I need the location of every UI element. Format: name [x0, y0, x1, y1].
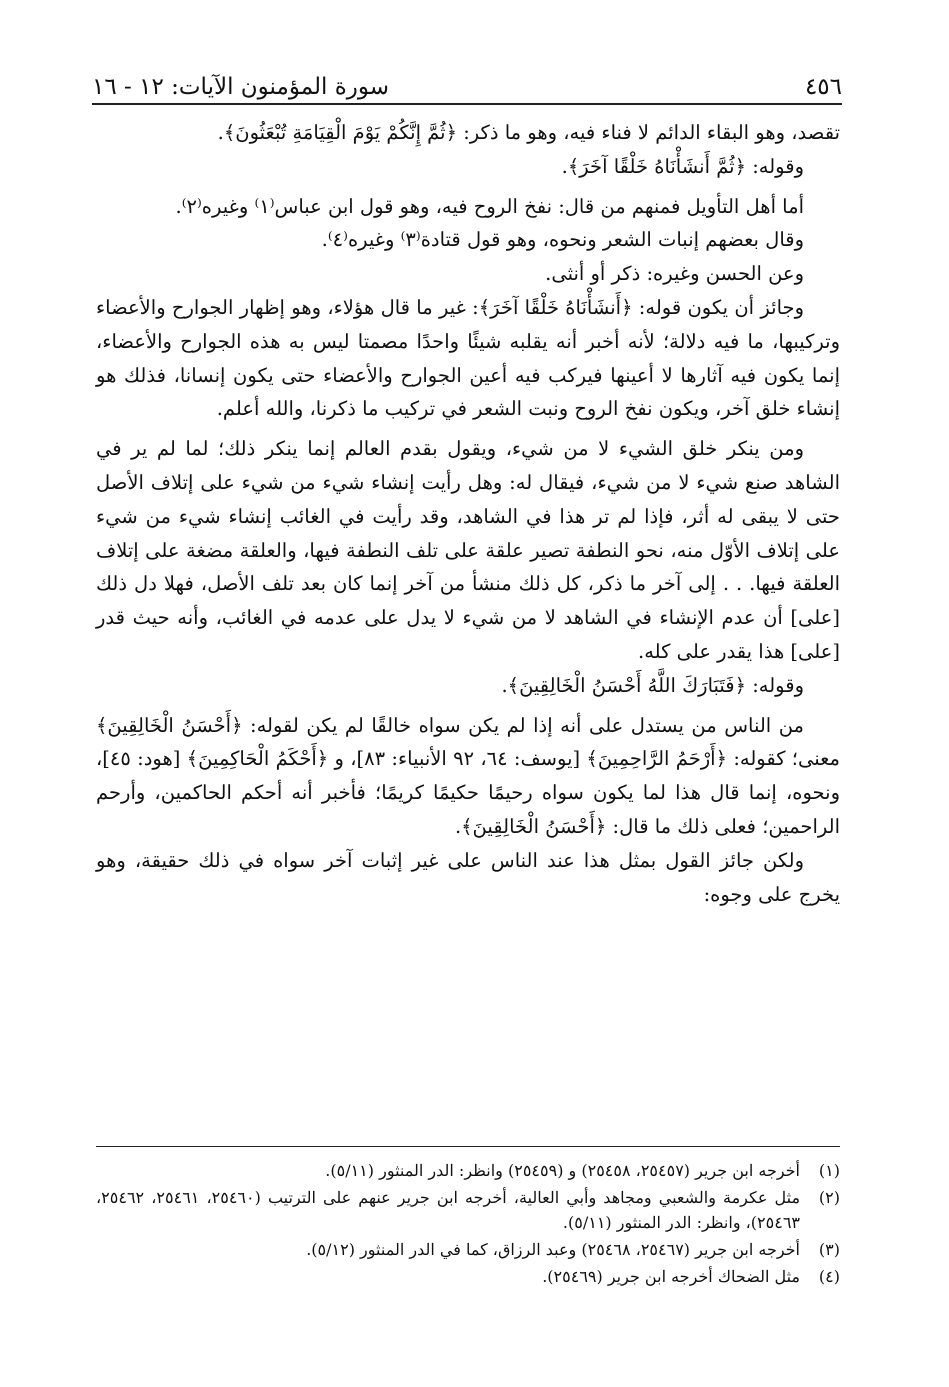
- main-text: [96, 116, 840, 911]
- paragraph: وعن الحسن وغيره: ذكر أو أنثى.: [545, 262, 804, 286]
- paragraph: أما أهل التأويل فمنهم من قال: نفخ الروح فيه، وهو قول ابن عباس⁽١⁾ وغيره⁽٢⁾.: [175, 194, 804, 218]
- paragraph: ومن ينكر خلق الشيء لا من شيء، ويقول بقدم العالم إنما ينكر ذلك؛ لما لم ير في الشاهد صنع شيء لا من شيء، فيقال له: وهل رأيت إنشاء شيء من شيء على إتلاف الأصل حتى لا يبقى له أثر، فإذا لم تر هذا في الشاهد، وقد رأيت في الغائب إنشاء شيء من شيء على إتلاف الأوّل منه، نحو النطفة تصير علقة على تلف النطفة فيها، والعلقة مضغة على إتلاف العلقة فيها. . . إلى آخر ما ذكر، كل ذلك منشأ من آخر إنما كان بعد تلف الأصل، فهلا دل ذلك [على] أن عدم الإنشاء في الشاهد لا من شيء لا يدل على عدمه في الغائب، وأنه حيث قدر [على] هذا يقدر على كله.: [96, 437, 840, 663]
- footnote-rule: [96, 1146, 840, 1147]
- page-header: [92, 58, 842, 100]
- footnote-text: مثل الضحاك أخرجه ابن جرير (٢٥٤٦٩).: [542, 1267, 800, 1286]
- page-number: ٤٥٦: [804, 74, 842, 100]
- paragraph: وقوله: ﴿ثُمَّ أَنشَأْنَاهُ خَلْقًا آخَرَ﴾.: [561, 154, 804, 178]
- header-rule: [92, 103, 842, 105]
- footnote: [96, 1264, 840, 1289]
- footnote: [96, 1158, 840, 1183]
- footnote-number: (٣): [818, 1240, 840, 1259]
- running-title: سورة المؤمنون الآيات: ١٢ - ١٦: [92, 74, 390, 100]
- footnote-number: (١): [818, 1161, 840, 1180]
- footnote: [96, 1185, 840, 1235]
- paragraph: وقال بعضهم إنبات الشعر ونحوه، وهو قول قتادة⁽٣⁾ وغيره⁽٤⁾.: [321, 228, 804, 252]
- paragraph: وجائز أن يكون قوله: ﴿أَنشَأْنَاهُ خَلْقًا آخَرَ﴾: غير ما قال هؤلاء، وهو إظهار الجوارح والأعضاء وتركيبها، ما فيه دلالة؛ لأنه أخبر أنه يقلبه شيئًا واحدًا مصمتا ليس به هذه الجوارح والأعضاء، إنما يكون فيه آثارها لا أعينها فيركب فيه أعين الجوارح والأعضاء حتى يكون إنسانا، فذلك هو إنشاء خلق آخر، ويكون نفخ الروح ونبت الشعر في تركيب ما ذكرنا، والله أعلم.: [96, 295, 840, 421]
- paragraph: تقصد، وهو البقاء الدائم لا فناء فيه، وهو ما ذكر: ﴿ثُمَّ إِنَّكُمْ يَوْمَ الْقِيَامَةِ تُبْعَثُونَ﴾.: [217, 121, 840, 144]
- footnote-text: أخرجه ابن جرير (٢٥٤٦٧، ٢٥٤٦٨) وعبد الرزاق، كما في الدر المنثور (٥/١٢).: [306, 1240, 800, 1259]
- footnote-text: أخرجه ابن جرير (٢٥٤٥٧، ٢٥٤٥٨) و (٢٥٤٥٩) وانظر: الدر المنثور (٥/١١).: [325, 1161, 800, 1180]
- footnotes: [96, 1158, 840, 1291]
- footnote-number: (٤): [818, 1267, 840, 1286]
- footnote: [96, 1237, 840, 1262]
- footnote-number: (٢): [818, 1188, 840, 1207]
- footnote-text: مثل عكرمة والشعبي ومجاهد وأبي العالية، أخرجه ابن جرير عنهم على الترتيب (٢٥٤٦٠، ٢٥٤٦١، ٢٥٤٦٢، ٢٥٤٦٣)، وانظر: الدر المنثور (٥/١١).: [96, 1188, 801, 1232]
- paragraph: ولكن جائز القول بمثل هذا عند الناس على غير إثبات آخر سواه في ذلك حقيقة، وهو يخرج على وجوه:: [96, 848, 840, 906]
- paragraph: من الناس من يستدل على أنه إذا لم يكن سواه خالقًا لم يكن لقوله: ﴿أَحْسَنُ الْخَالِقِينَ﴾ معنى؛ كقوله: ﴿أَرْحَمُ الرَّاحِمِينَ﴾ [يوسف: ٦٤، ٩٢ الأنبياء: ٨٣]، و ﴿أَحْكَمُ الْحَاكِمِينَ﴾ [هود: ٤٥]، ونحوه، إنما قال هذا لما يكون سواه رحيمًا حكيمًا كريمًا؛ فأخبر أنه أحكم الحاكمين، وأرحم الراحمين؛ فعلى ذلك ما قال: ﴿أَحْسَنُ الْخَالِقِينَ﴾.: [96, 713, 840, 838]
- paragraph: وقوله: ﴿فَتَبَارَكَ اللَّهُ أَحْسَنُ الْخَالِقِينَ﴾.: [501, 673, 804, 697]
